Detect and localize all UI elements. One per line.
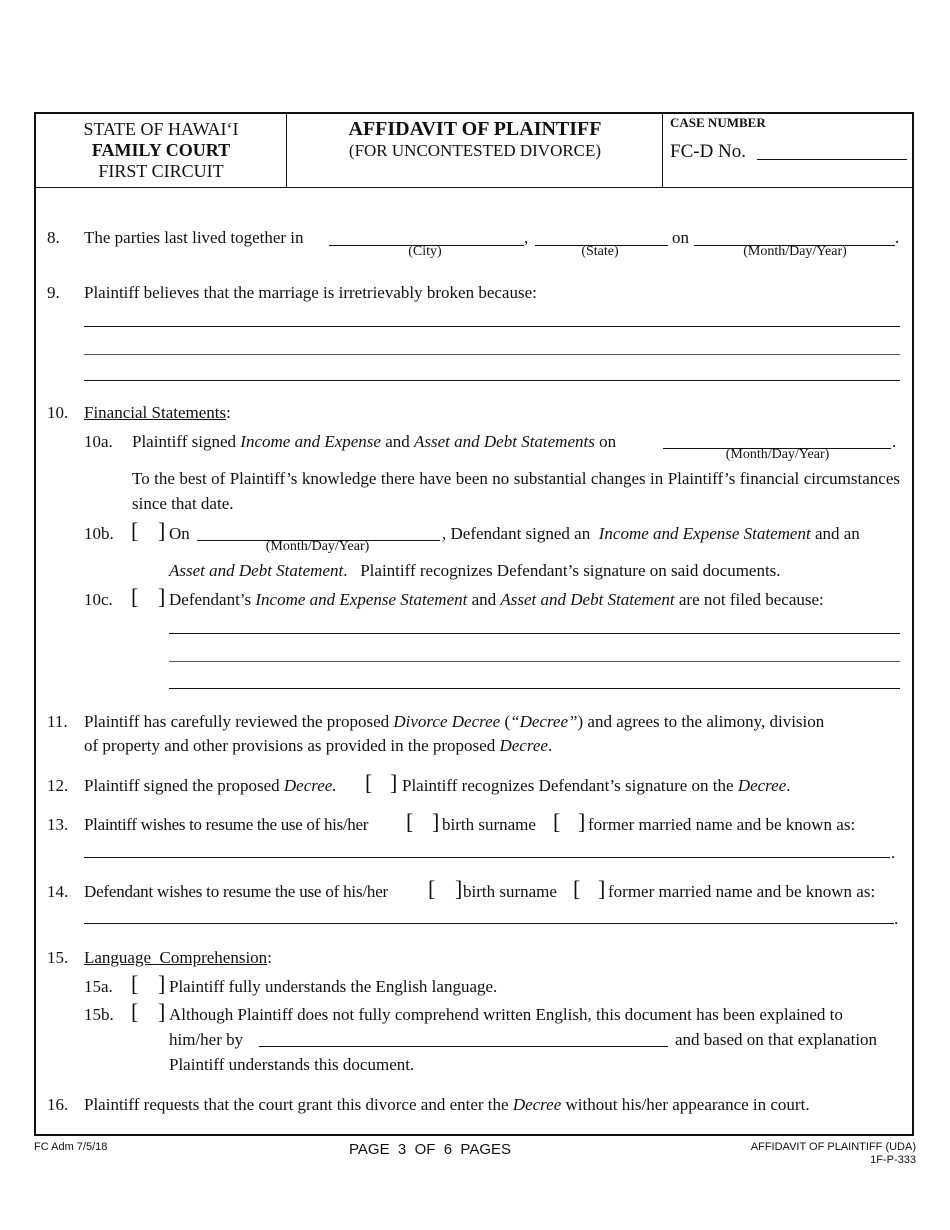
item-text: Plaintiff wishes to resume the use of his/her [84,815,369,834]
heading-text: Language Comprehension [84,948,268,967]
checkbox-close[interactable]: ] [455,876,463,901]
item-10b-text [442,524,860,544]
form-name: “Decree” [510,712,578,731]
page-title: AFFIDAVIT OF PLAINTIFF [348,118,602,140]
checkbox-close[interactable]: ] [158,999,166,1024]
item-text: On [169,524,190,543]
punctuation: , [524,228,529,247]
footer-title: AFFIDAVIT OF PLAINTIFF (UDA) [750,1141,916,1153]
item-text: Although Plaintiff does not fully comprehend written English, this document has been explained to [169,1005,843,1024]
reason-line[interactable] [169,661,900,662]
item-text: Plaintiff has carefully reviewed the proposed [84,712,390,731]
item-number: 10a. [84,432,113,451]
form-title-footer [751,1141,916,1167]
case-number-label: CASE NUMBER [670,115,766,130]
reason-line[interactable] [169,633,900,634]
item-number: 15. [47,948,69,967]
form-name: Divorce Decree [393,712,501,731]
item-number: 9. [47,283,60,302]
item-text: , Defendant signed an [442,524,591,543]
checkbox-close[interactable]: ] [578,809,586,834]
circuit-name: FIRST CIRCUIT [98,161,224,181]
item-text: Defendant wishes to resume the use of his/her [84,882,388,901]
punctuation: : [226,403,231,422]
item-number: 8. [47,228,60,247]
form-name: Asset and Debt Statement [500,590,675,609]
item-12-text-rest [402,776,791,796]
state-name: STATE OF HAWAI‘I [83,119,239,139]
punctuation: . [891,843,896,862]
new-name-field[interactable] [84,857,890,858]
punctuation: . [786,776,791,795]
item-number: 16. [47,1095,69,1114]
field-caption: (Month/Day/Year) [265,539,370,554]
checkbox-open[interactable]: [ [553,809,561,834]
item-11-text [84,712,824,732]
item-text: and [471,590,497,609]
punctuation: . [894,909,899,928]
page-subtitle: (FOR UNCONTESTED DIVORCE) [348,141,602,160]
item-text: Plaintiff understands this document. [169,1055,415,1074]
item-text: The parties last lived together in [84,228,304,247]
new-name-field[interactable] [84,923,894,924]
reason-line[interactable] [169,688,900,689]
checkbox-close[interactable]: ] [432,809,440,834]
item-text: and [385,432,410,451]
item-text: of property and other provisions as provided in the proposed [84,736,496,755]
header-column-divider [662,112,663,188]
item-text: Plaintiff signed the proposed [84,776,280,795]
punctuation: : [267,948,272,967]
form-name: Asset and Debt Statement [169,561,344,580]
item-text: are not filed because: [678,590,824,609]
punctuation: ( [504,712,511,731]
item-10c-text [169,590,824,610]
form-name: Asset and Debt Statements [414,432,595,451]
checkbox-close[interactable]: ] [158,971,166,996]
header-divider [34,187,914,188]
item-10b-text-line2 [169,561,781,581]
item-text: Plaintiff signed [132,432,237,451]
item-text: him/her by [169,1030,244,1049]
court-name: FAMILY COURT [91,140,231,160]
checkbox-close[interactable]: ] [598,876,606,901]
form-code: FC Adm 7/5/18 [34,1141,108,1153]
item-number: 12. [47,776,69,795]
form-name: Income and Expense Statement [598,524,811,543]
checkbox-close[interactable]: ] [390,770,398,795]
checkbox-open[interactable]: [ [131,518,139,543]
field-caption: (Month/Day/Year) [725,447,830,462]
item-16-text [84,1095,810,1115]
item-text: and an [814,524,860,543]
item-text: former married name and be known as: [608,882,876,901]
form-name: Decree. [283,776,337,795]
item-number: 13. [47,815,69,834]
item-text: birth surname [442,815,536,834]
checkbox-open[interactable]: [ [573,876,581,901]
field-caption: (City) [408,244,442,259]
item-text: on [599,432,617,451]
item-text: Defendant’s [169,590,252,609]
title-block [288,118,662,162]
punctuation: . [892,432,897,451]
item-number: 11. [47,712,68,731]
item-text: without his/her appearance in court. [565,1095,810,1114]
item-text: Plaintiff believes that the marriage is irretrievably broken because: [84,283,537,302]
item-text: Plaintiff fully understands the English language. [169,977,498,996]
reason-line[interactable] [84,380,900,381]
item-text: Plaintiff recognizes Defendant’s signature on the [402,776,734,795]
item-number: 15b. [84,1005,114,1024]
section-heading [84,948,272,968]
case-number-field[interactable] [757,159,907,160]
page-number: PAGE 3 OF 6 PAGES [349,1141,511,1158]
form-name: Income and Expense [240,432,381,451]
reason-line[interactable] [84,326,900,327]
item-11-text-line2 [84,736,552,756]
item-text: former married name and be known as: [588,815,856,834]
case-number-prefix: FC-D No. [670,141,747,162]
item-number: 10. [47,403,69,422]
item-text: and agrees to the alimony, division [587,712,825,731]
field-caption: (State) [581,244,619,259]
item-number: 10b. [84,524,114,543]
court-block [36,119,286,182]
header-column-divider [286,112,287,188]
item-number: 14. [47,882,69,901]
checkbox-open[interactable]: [ [131,584,139,609]
item-number: 10c. [84,590,113,609]
checkbox-open[interactable]: [ [428,876,436,901]
checkbox-open[interactable]: [ [365,770,373,795]
heading-text: Financial Statements [84,403,227,422]
item-text: and based on that explanation [675,1030,878,1049]
checkbox-open[interactable]: [ [131,971,139,996]
item-text: Plaintiff requests that the court grant this divorce and enter the [84,1095,509,1114]
item-number: 15a. [84,977,113,996]
item-12-text [84,776,337,796]
punctuation: . [895,228,900,247]
punctuation: ) [577,712,584,731]
form-name: Income and Expense Statement [255,590,468,609]
form-name: Decree [512,1095,562,1114]
footer-form-number: 1F-P-333 [870,1154,916,1166]
item-10a-text [132,432,616,452]
section-heading [84,403,231,423]
reason-line[interactable] [84,354,900,355]
form-name: Decree [499,736,548,755]
item-text: birth surname [463,882,557,901]
item-text: on [672,228,689,247]
checkbox-open[interactable]: [ [406,809,414,834]
field-caption: (Month/Day/Year) [743,244,847,259]
checkbox-open[interactable]: [ [131,999,139,1024]
form-name: Decree [737,776,787,795]
checkbox-close[interactable]: ] [158,518,166,543]
checkbox-close[interactable]: ] [158,584,166,609]
item-text: . Plaintiff recognizes Defendant’s signature on said documents. [343,561,781,580]
punctuation: . [547,736,553,755]
item-text: To the best of Plaintiff’s knowledge there have been no substantial changes in Plaintiff’s financial circumstances since that date. [132,469,900,513]
explainer-name-field[interactable] [259,1046,668,1047]
